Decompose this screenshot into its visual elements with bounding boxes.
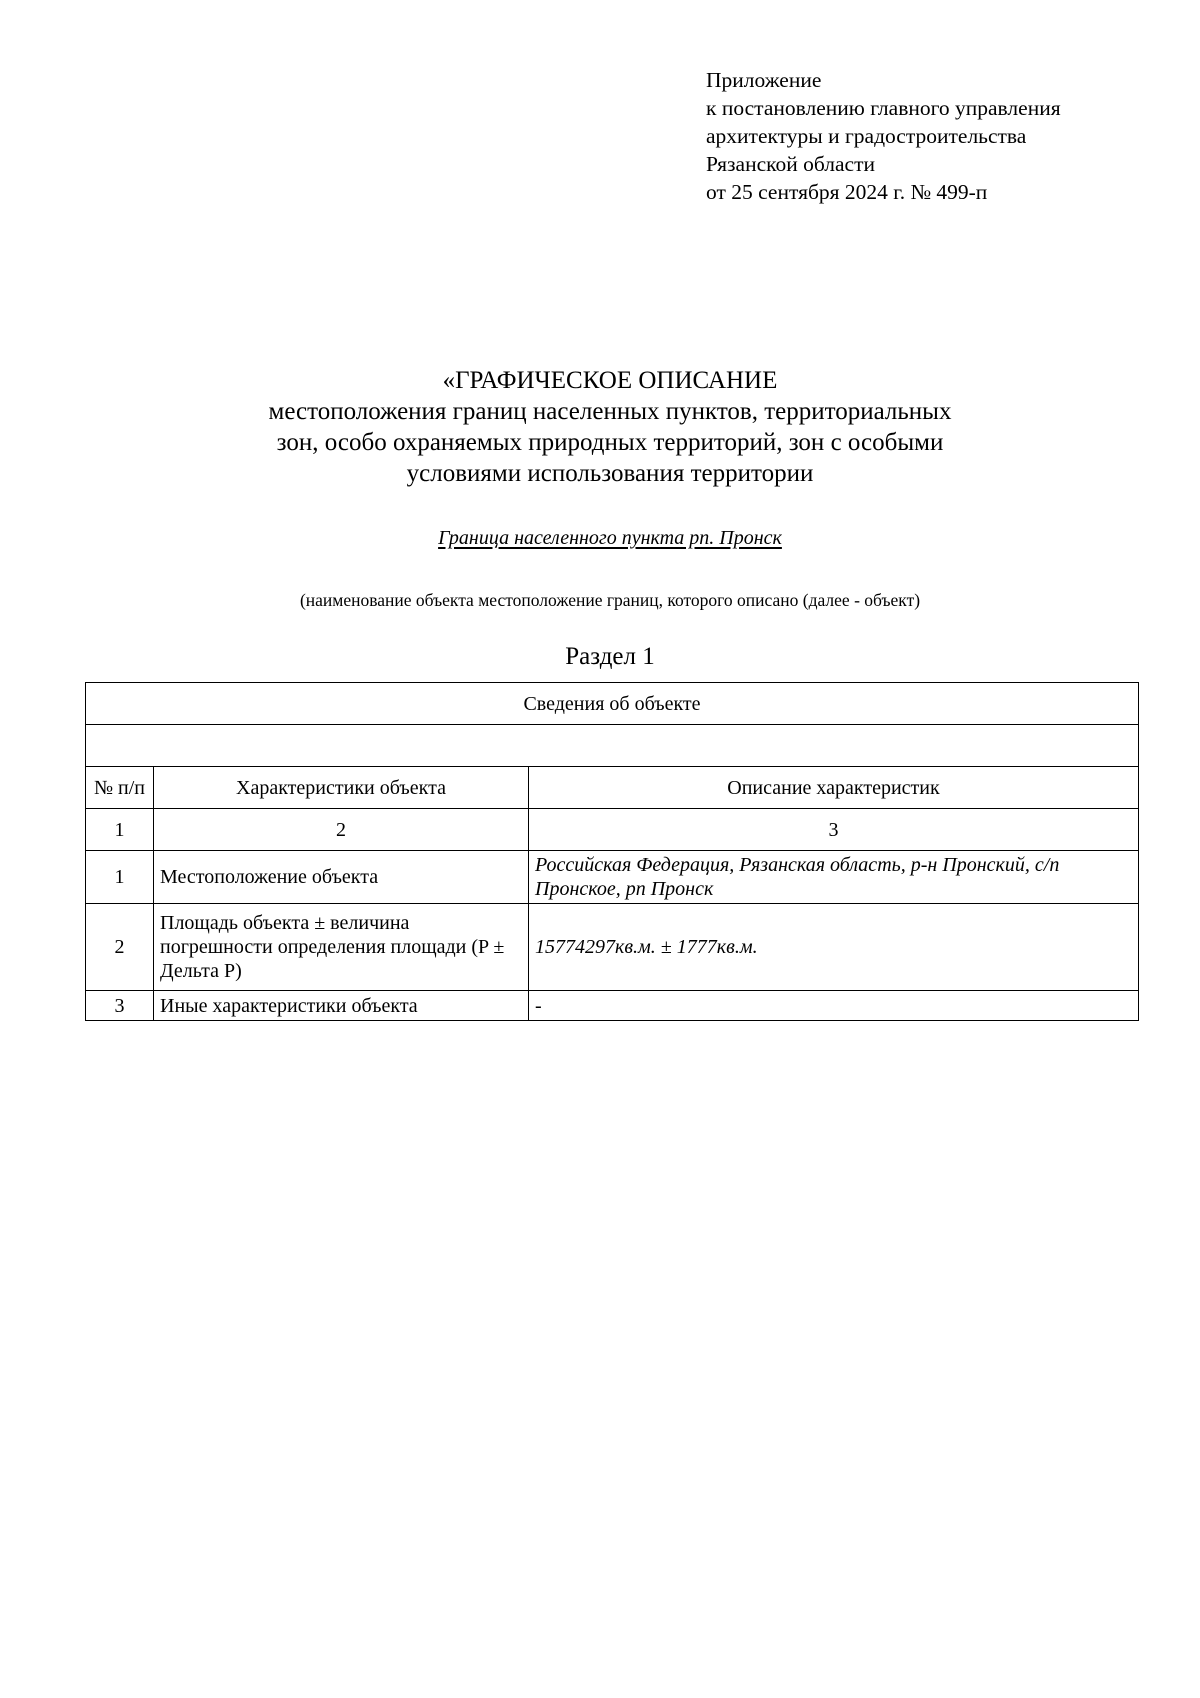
table-header-row (86, 683, 1139, 725)
table-row (86, 904, 1139, 991)
section-title: Раздел 1 (565, 643, 655, 670)
document-title (60, 365, 1160, 489)
row-description: Российская Федерация, Рязанская область, р-н Пронский, с/п Пронское, рп Пронск (529, 851, 1139, 904)
title-line: условиями использования территории (406, 460, 814, 487)
row-characteristic: Иные характеристики объекта (154, 991, 529, 1021)
table-row (86, 851, 1139, 904)
table-row (86, 991, 1139, 1021)
appendix-block (706, 66, 1061, 206)
row-number: 1 (86, 851, 154, 904)
row-number: 2 (86, 904, 154, 991)
row-characteristic: Площадь объекта ± величина погрешности определения площади (P ± Дельта P) (154, 904, 529, 991)
object-caption: (наименование объекта местоположение границ, которого описано (далее - объект) (299, 590, 921, 610)
row-characteristic: Местоположение объекта (154, 851, 529, 904)
appendix-line: архитектуры и градостроительства (706, 124, 1027, 148)
object-info-table (85, 682, 1139, 1021)
table-columns-row (86, 767, 1139, 809)
appendix-line: Рязанской области (706, 152, 875, 176)
title-line: зон, особо охраняемых природных территорий, зон с особыми (276, 429, 944, 456)
appendix-line: от 25 сентября 2024 г. № 499-п (706, 180, 988, 204)
column-number: 1 (86, 809, 154, 851)
table-header: Сведения об объекте (86, 683, 1139, 725)
column-header-description: Описание характеристик (529, 767, 1139, 809)
row-number: 3 (86, 991, 154, 1021)
row-description: 15774297кв.м. ± 1777кв.м. (529, 904, 1139, 991)
title-line: местоположения границ населенных пунктов, территориальных (268, 398, 952, 425)
title-line: «ГРАФИЧЕСКОЕ ОПИСАНИЕ (442, 367, 778, 394)
row-description: - (529, 991, 1139, 1021)
table-empty-row (86, 725, 1139, 767)
column-number: 2 (154, 809, 529, 851)
column-number: 3 (529, 809, 1139, 851)
column-header-characteristic: Характеристики объекта (154, 767, 529, 809)
column-header-num: № п/п (86, 767, 154, 809)
appendix-line: Приложение (706, 68, 822, 92)
table-empty-cell (86, 725, 1139, 767)
appendix-line: к постановлению главного управления (706, 96, 1061, 120)
object-name: Граница населенного пункта рп. Пронск (438, 527, 782, 549)
table-column-numbers-row (86, 809, 1139, 851)
